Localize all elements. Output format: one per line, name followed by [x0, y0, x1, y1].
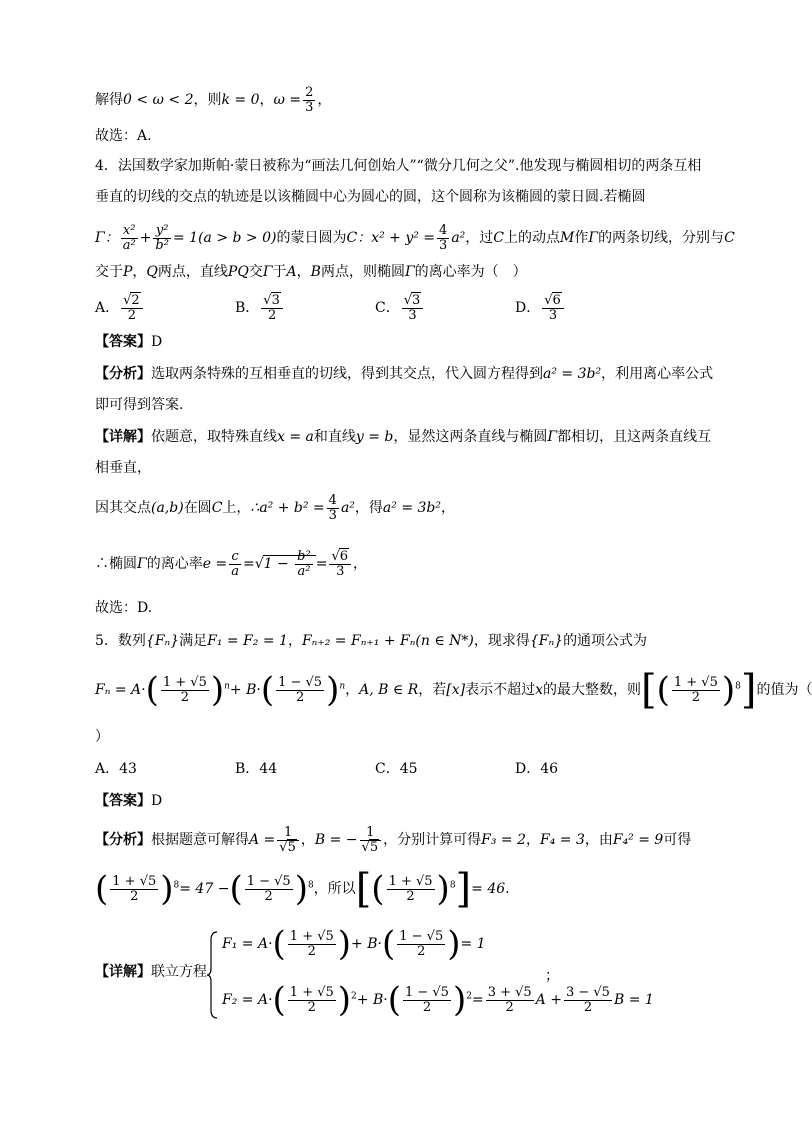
q5-stem-line2: Fₙ = A·( $\frac{1 + √5}{2}$ )$^n$+ B·( $\frac{1 - √5}{2}$ )$^n$，A, B ∈ R，若[x]表示不超过x的最大整数，则[( $\frac{1 + √5}{2}$ )$^8$]的值为（ [95, 667, 812, 714]
q4-answer: 【答案】D [95, 334, 163, 350]
q5-option-d: D．46 [515, 761, 559, 777]
q4-option-d: D． $\frac{√6}{3}$ [515, 294, 655, 322]
choose-answer-a: 故选：A. [95, 128, 152, 144]
q4-option-a: A． $\frac{√2}{2}$ [95, 294, 235, 322]
q5-detail-label: 【详解】联立方程 [95, 964, 207, 980]
q4-detail-line3: 因其交点(a,b)在圆C上，∴a² + b² = $\frac{4}{3}$ a²，得a² = 3b²， [95, 493, 455, 523]
q5-option-b: B．44 [235, 761, 278, 777]
q4-stem-line2: 垂直的切线的交点的轨迹是以该椭圆中心为圆心的圆，这个圆称为该椭圆的蒙日圆.若椭圆 [95, 189, 646, 205]
q4-options [95, 294, 704, 322]
q5-equation-1: F₁ = A·( $\frac{1 + √5}{2}$ )+ B·( $\frac{1 - √5}{2}$ )= 1 [222, 924, 486, 965]
q5-options [95, 759, 704, 779]
q4-analysis-line1: 【分析】选取两条特殊的互相垂直的切线，得到其交点，代入圆方程得到a² = 3b²，利用离心率公式 [95, 366, 714, 382]
q4-option-c: C． $\frac{√3}{3}$ [375, 294, 515, 322]
q4-detail-line2: 相垂直， [95, 460, 151, 476]
q5-stem-line3: ） [95, 729, 109, 745]
q5-option-c: C．45 [375, 761, 418, 777]
q4-analysis-line2: 即可得到答案. [95, 397, 184, 413]
q5-answer: 【答案】D [95, 793, 163, 809]
q4-option-b: B． $\frac{√3}{2}$ [235, 294, 375, 322]
solution-line-omega: 解得0 < ω < 2，则k = 0，ω = $\frac{2}{3}$ ， [95, 85, 332, 115]
q5-stem-line1: 5．数列{Fₙ}满足F₁ = F₂ = 1，Fₙ₊₂ = Fₙ₊₁ + Fₙ(n ∈ N*)，现求得{Fₙ}的通项公式为 [95, 633, 648, 649]
q5-analysis-line2: ( $\frac{1 + √5}{2}$ )$^8$= 47 −( $\frac{1 - √5}{2}$ )$^8$，所以[( $\frac{1 + √5}{2}$ )$^8$]= 46. [95, 866, 510, 913]
q4-stem-line1: 4．法国数学家加斯帕·蒙日被称为“画法几何创始人”“微分几何之父”.他发现与椭圆相切的两条互相 [95, 158, 702, 174]
q5-equation-2: F₂ = A·( $\frac{1 + √5}{2}$ )$^2$+ B·( $\frac{1 - √5}{2}$ )$^2$= $\frac{3 + √5}{2}$ A + $\frac{3 - √5}{2}$ B = 1 [222, 980, 654, 1021]
q4-detail-line4: ∴椭圆Γ的离心率e = $\frac{c}{a}$ =√1 − $\frac{\text{b²}}{\text{a²}}$ = $\frac{√6}{3}$ ， [95, 549, 368, 579]
q4-stem-line3: Γ： $\frac{\text{x²}}{\text{a²}}$ + $\frac{\text{y²}}{\text{b²}}$ = 1(a > b > 0)的蒙日圆为C：x² + y² = $\frac{4}{3}$ a²，过C上的动点M作Γ的两条切线，分别与C [95, 223, 735, 253]
choose-answer-d: 故选：D. [95, 600, 153, 616]
q4-stem-line4: 交于P，Q两点，直线PQ交Γ于A，B两点，则椭圆Γ的离心率为（ ） [95, 264, 527, 280]
q5-option-a: A．43 [95, 761, 137, 777]
q5-equation-end: ； [545, 968, 559, 984]
q4-detail-line1: 【详解】依题意，取特殊直线x = a和直线y = b，显然这两条直线与椭圆Γ都相切，且这两条直线互 [95, 429, 712, 445]
q5-analysis-line1: 【分析】根据题意可解得A = $\frac{1}{√5}$ ，B = − $\frac{1}{√5}$ ，分别计算可得F₃ = 2，F₄ = 3，由F₄² = 9可得 [95, 825, 692, 855]
